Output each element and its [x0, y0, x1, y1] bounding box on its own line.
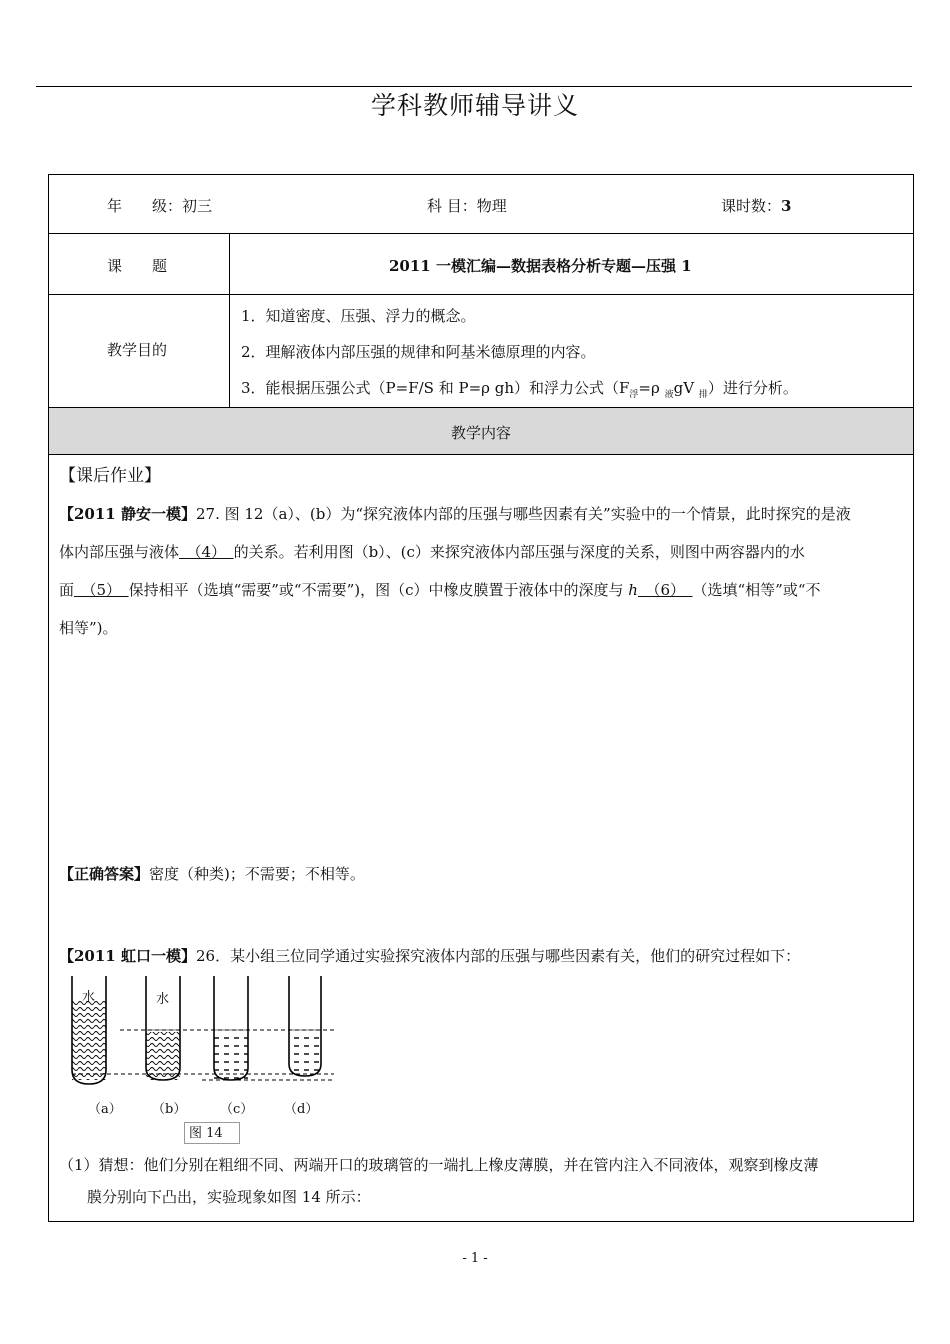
goal-row — [49, 295, 913, 408]
label-c: （c） — [220, 1102, 254, 1117]
goal-1: 1．知道密度、压强、浮力的概念。 — [241, 307, 476, 325]
page-title: 学科教师辅导讲义 — [370, 91, 579, 120]
label-water-b: 水 — [156, 992, 170, 1007]
hours-value: 3 — [781, 197, 792, 215]
label-water-a: 水 — [82, 990, 96, 1005]
goal-2: 2．理解液体内部压强的规律和阿基米德原理的内容。 — [241, 343, 596, 361]
hours-label: 课时数：3 — [721, 197, 792, 215]
homework-section — [59, 457, 907, 647]
label-d: （d） — [284, 1102, 319, 1117]
label-a: （a） — [88, 1102, 122, 1117]
subject-label: 科 目：物理 — [427, 197, 507, 215]
label-b: （b） — [152, 1102, 187, 1117]
question-27: 【2011 静安一模】27. 图 12（a）、(b）为“探究液体内部的压强与哪些因素有关”实验中的一个情景，此时探究的是液 体内部压强与液体 （4） 的关系。若利用图（b）、(c）来探究液体内部压强与深度的关系，则图中两容器内的水 面 （5） 保持相平（选填“需要”或“不需要”)，图（c）中橡皮膜置于液体中的深度与 h （6） （选填“相等”或“不 相等”)。 — [59, 505, 851, 637]
content-label: 教学内容 — [450, 424, 511, 442]
content-header-row — [49, 408, 913, 455]
goal-label: 教学目的 — [107, 341, 168, 359]
info-row — [49, 175, 913, 234]
page-number: - 1 - — [462, 1251, 488, 1266]
goal-3: 3．能根据压强公式（P=F/S 和 P=ρ gh）和浮力公式（$F_浮=\rho$ $_液$gV $_排$）进行分析。 — [241, 379, 798, 400]
tube-c — [214, 976, 248, 1080]
blank-5: （5） — [74, 581, 129, 599]
tube-d — [289, 976, 321, 1076]
blank-4: （4） — [179, 543, 234, 561]
topic-row — [49, 234, 913, 295]
homework-heading: 【课后作业】 — [59, 466, 161, 486]
figure-caption: 图 14 — [184, 1122, 240, 1144]
question-26-step-1: （1）猜想：他们分别在粗细不同、两端开口的玻璃管的一端扎上橡皮薄膜，并在管内注入不同液体，观察到橡皮薄 膜分别向下凸出，实验现象如图 14 所示： — [59, 1156, 819, 1206]
topic-label: 课 题 — [107, 257, 168, 275]
question-26: 【2011 虹口一模】26．某小组三位同学通过实验探究液体内部的压强与哪些因素有关，他们的研究过程如下： — [59, 947, 801, 965]
answer-27: 【正确答案】密度（种类)；不需要；不相等。 — [59, 865, 365, 883]
topic-value: 2011 一模汇编—数据表格分析专题—压强 1 — [389, 257, 692, 275]
grade-label: 年 级：初三 — [107, 197, 213, 215]
column-divider — [229, 234, 230, 408]
blank-6: （6） — [637, 581, 693, 599]
